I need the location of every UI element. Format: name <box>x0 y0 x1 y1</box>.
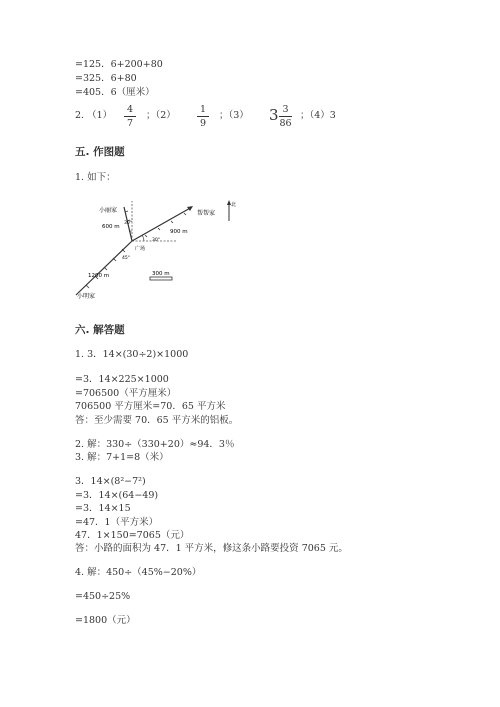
label-1200m: 1200 m <box>88 273 110 279</box>
answer-line: =1800（元） <box>75 615 136 626</box>
answer-line: =3．14×(64−49) <box>75 490 159 501</box>
q2-sep-2: ；（3） <box>219 110 249 121</box>
label-plaza: 广场 <box>135 246 146 252</box>
answer-line: 3. 解：7+1=8（米） <box>75 452 169 463</box>
answer-line: 1. 3．14×(30÷2)×1000 <box>75 349 189 360</box>
answer-line: =450÷25% <box>75 591 131 602</box>
map-diagram <box>72 197 242 307</box>
answer-line: =47．1（平方米） <box>75 517 159 528</box>
scale-bar <box>150 277 172 280</box>
label-600m: 600 m <box>102 224 120 230</box>
answer-line: 3．14×(8²−7²) <box>75 476 146 487</box>
label-angle-30b: 30° <box>152 238 160 243</box>
calc-line-2: =325．6+80 <box>75 73 137 84</box>
label-900m: 900 m <box>170 229 188 235</box>
s5-q1-label: 1. 如下： <box>75 172 116 183</box>
label-angle-45: 45° <box>122 256 130 261</box>
line-to-bangbang <box>132 207 192 241</box>
section-6-heading: 六. 解答题 <box>75 324 125 336</box>
angle-arc-bangbang <box>142 235 144 241</box>
answer-line: 47．1×150=7065（元） <box>75 530 190 541</box>
label-angle-30: 30° <box>124 221 132 226</box>
q2-label: 2. （1） <box>75 110 113 121</box>
answer-line: 答：至少需要 70．65 平方米的铝板。 <box>75 415 239 426</box>
answer-line: 706500 平方厘米=70．65 平方米 <box>75 401 226 412</box>
label-scale: 300 m <box>152 271 170 277</box>
q2-sep-3: ；（4）3 <box>300 110 336 121</box>
answer-line: =3．14×225×1000 <box>75 374 169 385</box>
answer-line: 2. 解：330÷（330+20）≈94．3％ <box>75 439 235 450</box>
north-label: 北 <box>231 202 237 208</box>
q2-sep-1: ；（2） <box>146 110 176 121</box>
answer-line: =3．14×15 <box>75 503 131 514</box>
calc-line-1: =125．6+200+80 <box>75 59 163 70</box>
label-xiaoli: 小丽家 <box>99 207 118 214</box>
answer-line: 4. 解：450÷（45%−20%） <box>75 567 202 578</box>
fraction-1-9: 1 9 <box>197 104 209 129</box>
fraction-3-86: 3 86 <box>279 104 292 129</box>
section-5-heading: 五. 作图题 <box>75 146 125 158</box>
angle-arc-xiaoli <box>129 231 132 232</box>
arrow-bangbang <box>187 206 193 211</box>
answer-line: 答：小路的面积为 47．1 平方米，修这条小路要投资 7065 元。 <box>75 543 348 554</box>
answer-line: =706500（平方厘米） <box>75 388 177 399</box>
mixed-whole: 3 <box>269 106 279 124</box>
label-xiaoming: 小明家 <box>77 293 96 300</box>
calc-line-3: =405．6（厘米） <box>75 87 155 98</box>
label-bangbang: 帮帮家 <box>197 210 216 217</box>
fraction-4-7: 4 7 <box>124 104 136 129</box>
